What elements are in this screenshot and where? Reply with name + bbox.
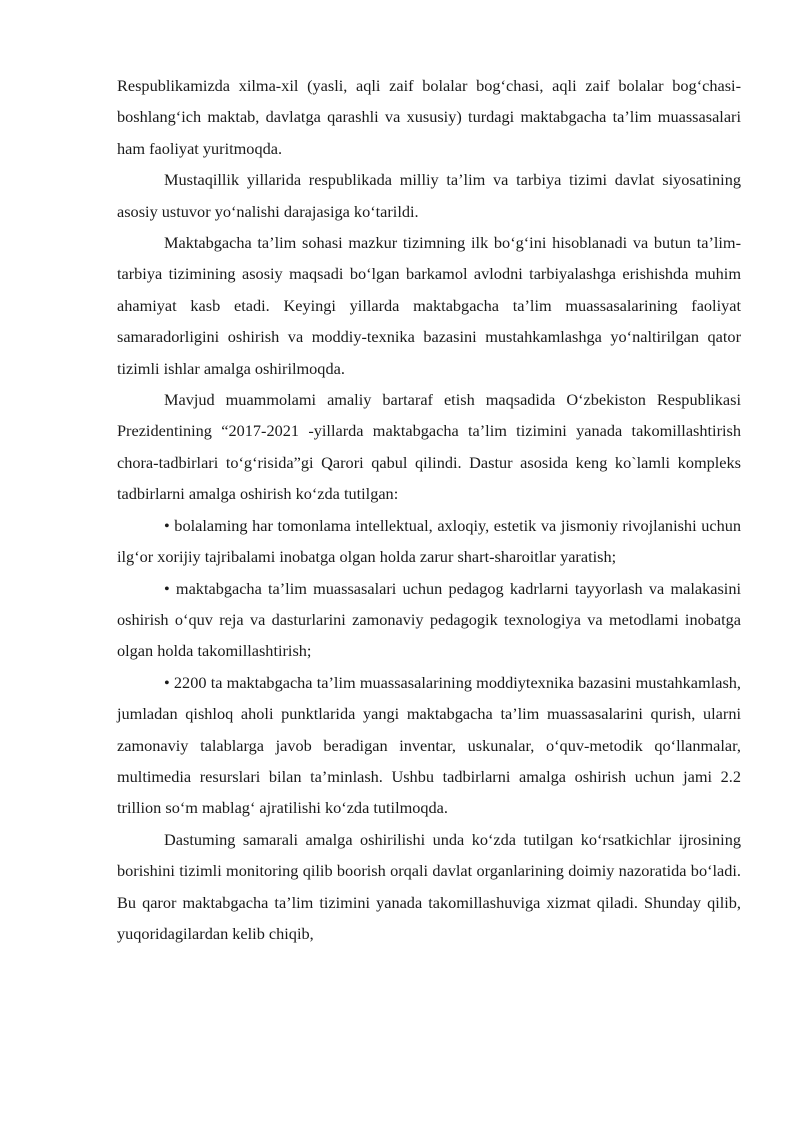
paragraph-preschool-sector: Maktabgacha ta’lim sohasi mazkur tizimning ilk bo‘g‘ini hisoblanadi va butun ta’lim-tarbiya tizimining asosiy maqsadi bo‘lgan barkamol avlodni tarbiyalashga erishishda muhim ahamiyat kasb etadi. Keyingi yillarda maktabgacha ta’lim muassasalarining faoliyat samaradorligini oshirish va moddiy-texnika bazasini mustahkamlashga yo‘naltirilgan qator tizimli ishlar amalga oshirilmoqda.	[117, 233, 741, 378]
bullet-item-development: • bolalaming har tomonlama intellektual, axloqiy, estetik va jismoniy rivojlanishi uchun ilg‘or xorijiy tajribalami inobatga olgan holda zarur shart-sharoitlar yaratish;	[117, 515, 741, 567]
document-page	[117, 70, 741, 949]
paragraph-presidential-decree: Mavjud muammolami amaliy bartaraf etish maqsadida O‘zbekiston Respublikasi Prezidentining “2017-2021 -yillarda maktabgacha ta’lim tizimini yanada takomillashtirish chora-tadbirlari to‘g‘risida”gi Qarori qabul qilindi. Dastur asosida keng ko`lamli kompleks tadbirlarni amalga oshirish ko‘zda tutilgan:	[117, 390, 741, 504]
paragraph-intro: Respublikamizda xilma-xil (yasli, aqli zaif bolalar bog‘chasi, aqli zaif bolalar bog‘chasi-boshlang‘ich maktab, davlatga qarashli va xususiy) turdagi maktabgacha ta’lim muassasalari ham faoliyat yuritmoqda.	[117, 76, 741, 158]
bullet-item-teacher-training: • maktabgacha ta’lim muassasalari uchun pedagog kadrlarni tayyorlash va malakasini oshirish o‘quv reja va dasturlarini zamonaviy pedagogik texnologiya va metodlami inobatga olgan holda takomillashtirish;	[117, 578, 741, 661]
paragraph-monitoring: Dastuming samarali amalga oshirilishi unda ko‘zda tutilgan ko‘rsatkichlar ijrosining borishini tizimli monitoring qilib boorish orqali davlat organlarining doimiy nazoratida bo‘ladi. Bu qaror maktabgacha ta’lim tizimini yanada takomillashuviga xizmat qiladi. Shunday qilib, yuqoridagilardan kelib chiqib,	[117, 829, 741, 943]
bullet-item-infrastructure: • 2200 ta maktabgacha ta’lim muassasalarining moddiytexnika bazasini mustahkamlash, jumladan qishloq aholi punktlarida yangi maktabgacha ta’lim muassasalarini qurish, ularni zamonaviy talablarga javob beradigan inventar, uskunalar, o‘quv-metodik qo‘llanmalar, multimedia resurslari bilan ta’minlash. Ushbu tadbirlarni amalga oshirish uchun jami 2.2 trillion so‘m mablag‘ ajratilishi ko‘zda tutilmoqda.	[117, 672, 741, 818]
paragraph-independence: Mustaqillik yillarida respublikada milliy ta’lim va tarbiya tizimi davlat siyosatining asosiy ustuvor yo‘nalishi darajasiga ko‘tarildi.	[117, 170, 741, 221]
